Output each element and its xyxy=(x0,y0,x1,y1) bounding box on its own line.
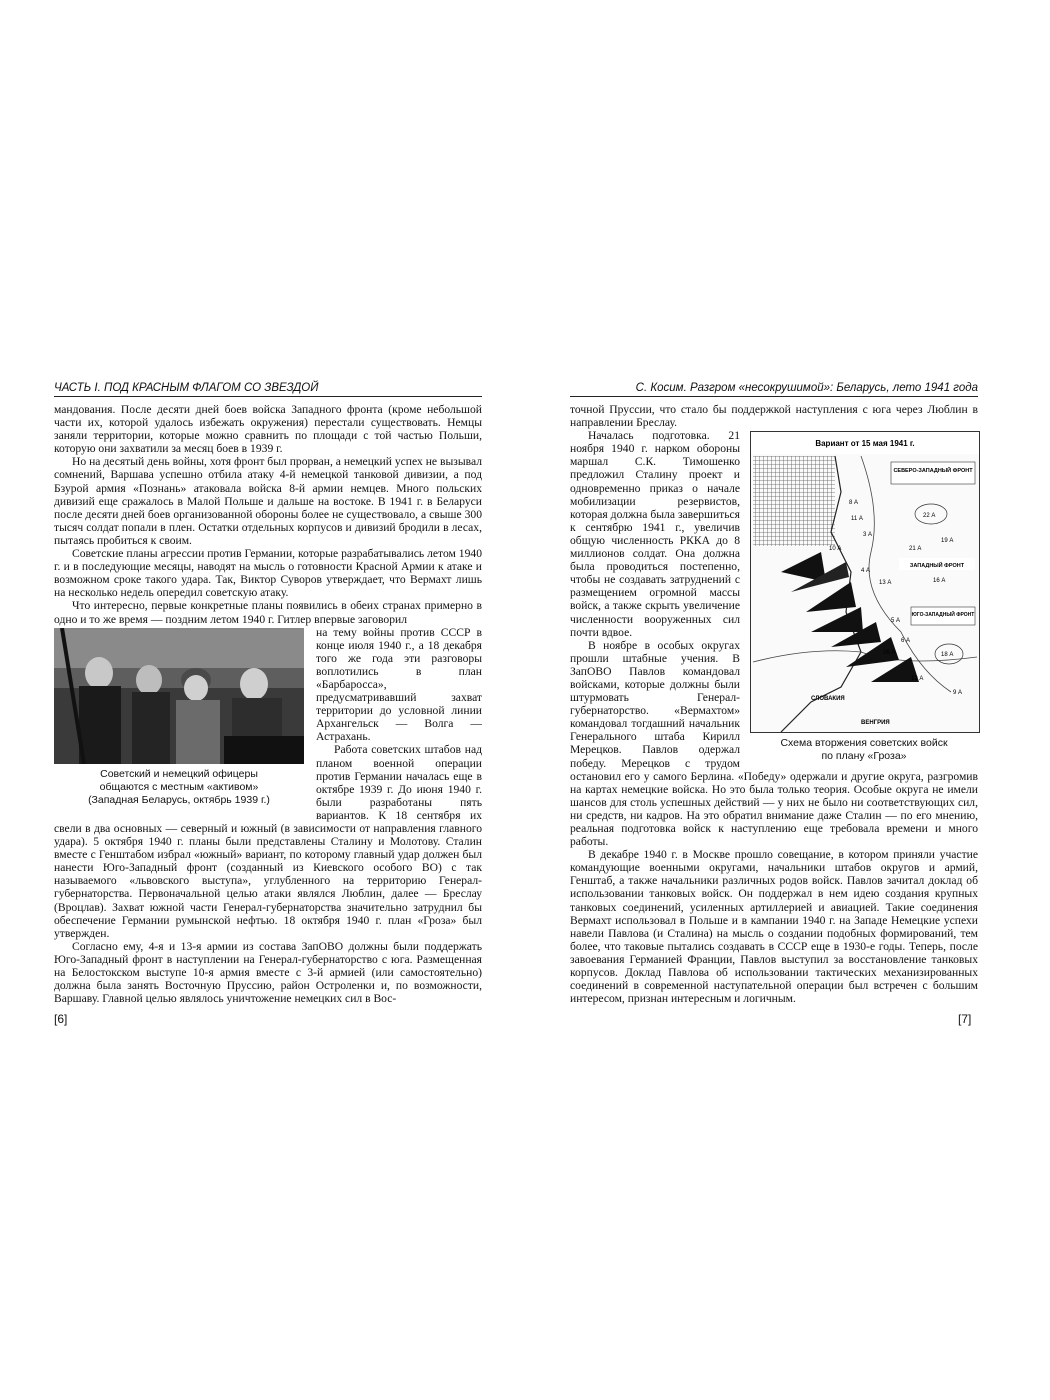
svg-text:3 А: 3 А xyxy=(863,532,873,539)
paragraph: Что интересно, первые конкретные планы появились в обеих странах примерно в одно и то же время — поздним летом 1940 г. Гитлер впервые заговорил xyxy=(54,599,482,626)
caption-line: Советский и немецкий офицеры xyxy=(100,767,258,780)
paragraph: точной Пруссии, что стало бы поддержкой наступления с юга через Люблин в направлении Бреслау. xyxy=(570,403,978,430)
caption-line: Схема вторжения советских войск xyxy=(780,737,948,750)
left-page-number: [6] xyxy=(54,1012,68,1026)
map-caption xyxy=(750,737,978,763)
svg-text:8 А: 8 А xyxy=(849,500,859,507)
paragraph: на тему войны против СССР в конце июля 1940 г., а 18 декабря того же года эти разговоры воплотились в план «Барбаросса», предусматривавший захват территории до условной линии Архангельск — Волга — Астрахань. xyxy=(316,625,482,744)
svg-text:10 А: 10 А xyxy=(829,546,842,553)
caption-line: общаются с местным «активом» xyxy=(99,780,259,793)
svg-text:16 А: 16 А xyxy=(933,578,946,585)
svg-text:26 А: 26 А xyxy=(883,650,896,657)
svg-text:9 А: 9 А xyxy=(953,690,963,697)
svg-text:19 А: 19 А xyxy=(941,538,954,545)
left-page xyxy=(54,382,482,1005)
svg-text:СЕВЕРО-ЗАПАДНЫЙ ФРОНТ: СЕВЕРО-ЗАПАДНЫЙ ФРОНТ xyxy=(893,468,973,475)
left-running-header: ЧАСТЬ I. ПОД КРАСНЫМ ФЛАГОМ СО ЗВЕЗДОЙ xyxy=(54,382,482,397)
svg-text:22 А: 22 А xyxy=(923,513,936,520)
paragraph: В ноябре в особых округах прошли штабные учения. В ЗапОВО Павлов командовал войсками, которые должны были штурмовать Генерал-губернаторство. «Вермахтом» командовал тогдашний начальник Генерального штаба Кирилл Мерецков. Павлов одержал победу. Мерецков с трудом остановил его у самого Берлина. «Победу» одержали и другие округа, разгромив на картах немецкие войска. Но это была только теория. Особые округа не имели шансов для столь успешных действий — у них не было ни соответствующих сил, ни средств, ни кадров. На это обратил внимание даже Сталин — по его мнению, реальная подготовка войск к наступлению еще требовала времени и много работы. xyxy=(570,638,978,849)
paragraph: Советские планы агрессии против Германии, которые разрабатывались летом 1940 г. и в последующие месяцы, наводят на мысль о готовности Красной Армии к атаке и возможном сроке такого удара. Так, Виктор Суворов утверждает, что Вермахт лишь на несколько недель опередил советскую атаку. xyxy=(54,547,482,600)
svg-text:12 А: 12 А xyxy=(911,676,924,683)
paragraph: Согласно ему, 4-я и 13-я армии из состава ЗапОВО должны были поддержать Юго-Западный фронт в наступлении на Генерал-губернаторство с юга. Размещенная на Белостокском выступе 10-я армия вместе с 3-й армией (или самостоятельно) должна была занять Восточную Пруссию, район Остроленки и, по возможности, Варшаву. Главной целью являлось уничтожение немецких сил в Вос- xyxy=(54,939,482,1006)
paragraph: Но на десятый день войны, хотя фронт был прорван, а немецкий успех не вызывал сомнений, Варшава успешно отбила атаку 4-й немецкой танковой дивизии, а под Бзурой армия «Познань» атаковала войска 8-й армии немцев. Много польских дивизий еще сражалось в Малой Польше и дальше на востоке. В 1941 г. в Беларуси после десяти дней боев организованной обороны более не существовало, а свыше 300 тысяч солдат попали в плен. Остатки отдельных корпусов и дивизий бродили в лесах, пытаясь пробиться к своим. xyxy=(54,455,482,547)
right-page xyxy=(570,382,978,1005)
caption-line: по плану «Гроза» xyxy=(821,750,907,763)
svg-text:ЗАПАДНЫЙ ФРОНТ: ЗАПАДНЫЙ ФРОНТ xyxy=(909,563,965,570)
svg-text:21 А: 21 А xyxy=(909,546,922,553)
paragraph: Работа советских штабов над планом военной операции против Германии началась еще в октябре 1939 г. До июня 1940 г. были разработаны пять вариантов. К 18 сентября их свели в два основных — северный и южный (в зависимости от направления главного удара). 5 октября 1940 г. планы были представлены Сталину и Молотову. Сталин вместе с Генштабом избрал «южный» вариант, по которому главный удар должен был нанести Юго-Западный фронт (созданный из Киевского особого ВО) с так называемого «львовского выступа», углубленного на территорию Генерал-губернаторства. Первоначальной целью атаки являлся Люблин, далее — Бреслау (Вроцлав). Захват южной части Генерал-губернаторства значительно затруднил бы обеспечение Германии румынской нефтью. 18 октября 1940 г. план «Гроза» был утвержден. xyxy=(54,743,482,940)
officers-photo xyxy=(54,628,304,764)
right-body-text xyxy=(570,403,978,1005)
invasion-map xyxy=(750,431,980,733)
svg-text:6 А: 6 А xyxy=(901,638,911,645)
svg-text:11 А: 11 А xyxy=(851,516,863,523)
svg-text:5 А: 5 А xyxy=(891,618,901,625)
map-figure xyxy=(750,431,978,763)
paragraph: Началась подготовка. 21 ноября 1940 г. нарком обороны маршал С.К. Тимошенко предложил Сталину проект и одновременно приказ о начале мобилизации резервистов, которая должна была завершиться к сентябрю 1941 г., увеличив общую численность РККА до 8 миллионов солдат. Она должна была проводиться постепенно, чтобы не создавать затруднений с размещением огромной массы войск, а также скрыть увеличение численности вооруженных сил почти вдвое. xyxy=(570,429,740,639)
paragraph: мандования. После десяти дней боев войска Западного фронта (кроме небольшой части их, которой удалось избежать окружения) перестали существовать. Немцы заняли территории, которые можно сравнить по площади с той частью Польши, которую они захватили за месяц боев в 1939 г. xyxy=(54,403,482,456)
map-title: Вариант от 15 мая 1941 г. xyxy=(815,439,915,449)
svg-text:18 А: 18 А xyxy=(941,652,954,659)
photo-caption xyxy=(54,768,304,807)
caption-line: (Западная Беларусь, октябрь 1939 г.) xyxy=(88,793,270,806)
svg-text:4 А: 4 А xyxy=(861,568,871,575)
svg-text:ВЕНГРИЯ: ВЕНГРИЯ xyxy=(861,720,890,727)
svg-text:13 А: 13 А xyxy=(879,580,892,587)
paragraph: В декабре 1940 г. в Москве прошло совещание, в котором приняли участие командующие военными округами, начальники штабов округов и армий, Генштаб, а также начальники различных родов войск. Павлов зачитал доклад об использовании танковых войск. Он поддержал в нем идею создания крупных танковых соединений, усиленных артиллерией и авиацией. Такие соединения Вермахт использовал в Польше и в кампании 1940 г. на Западе Немецкие успехи навели Павлова (и Сталина) на мысль о создании подобных формирований, тем более, что таковые пытались создавать в СССР еще в 1930-е годы. Теперь, после завоевания Германией Франции, Павлов выступил за восстановление танковых корпусов. Доклад Павлова об использовании тактических механизированных соединений в современной наступательной операции был встречен с большим интересом, признан интересным и логичным. xyxy=(570,848,978,1006)
right-page-number: [7] xyxy=(958,1012,972,1026)
right-running-header: С. Косим. Разгром «несокрушимой»: Беларусь, лето 1941 года xyxy=(570,382,978,397)
left-body-text xyxy=(54,403,482,1005)
photo-figure xyxy=(54,628,304,807)
svg-text:СЛОВАКИЯ: СЛОВАКИЯ xyxy=(811,696,845,703)
svg-text:ЮГО-ЗАПАДНЫЙ ФРОНТ: ЮГО-ЗАПАДНЫЙ ФРОНТ xyxy=(911,612,975,619)
